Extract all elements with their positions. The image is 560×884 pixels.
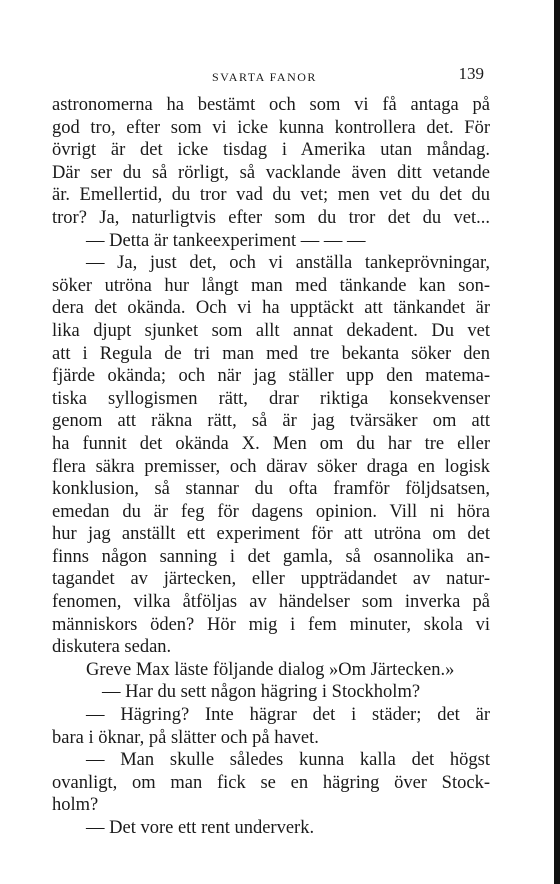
text-line: — Detta är tankeexperiment — — — [86, 230, 366, 251]
text-line: konklusion, så stannar du ofta framför följdsatsen, [52, 479, 490, 500]
text-line: diskutera sedan. [52, 637, 172, 658]
text-line: holm? [52, 795, 99, 816]
text-line: — Det vore ett rent underverk. [86, 818, 315, 838]
text-line: emedan du är feg för dagens opinion. Vill ni höra [52, 501, 490, 522]
text-line: fjärde okända; och när jag ställer upp den matema- [52, 366, 490, 387]
text-line: — Ja, just det, och vi anställa tankeprövningar, [86, 253, 490, 274]
text-line: — Man skulle således kunna kalla det högst [86, 750, 490, 771]
text-line: — Har du sett någon hägring i Stockholm? [102, 682, 421, 703]
text-line: astronomerna ha bestämt och som vi få antaga på [52, 95, 490, 115]
text-line: är. Emellertid, du tror vad du vet; men vet du det du [52, 185, 490, 206]
text-line: ovanligt, om man fick se en hägring över Stock- [52, 772, 490, 793]
text-line: att i Regula de tri man med tre bekanta söker den [52, 343, 490, 364]
text-line: genom att räkna rätt, så är jag tvärsäker om att [52, 411, 490, 432]
text-line: söker utröna hur långt man med tänkande kan son- [52, 275, 490, 296]
text-line: Greve Max läste följande dialog »Om Järtecken.» [86, 659, 455, 680]
text-line: finns någon sanning i det gamla, så osannolika an- [52, 546, 490, 567]
text-line: hur jag anställt ett experiment för att utröna om det [52, 524, 490, 545]
text-line: tiska syllogismen rätt, drar riktiga konsekvenser [52, 388, 490, 409]
text-line: dera det okända. Och vi ha upptäckt att tänkandet är [52, 298, 490, 319]
text-line: tagandet av järtecken, eller uppträdandet av natur- [52, 569, 490, 590]
page-number: 139 [458, 64, 484, 83]
text-line: tror? Ja, naturligtvis efter som du tror det du vet... [52, 207, 490, 228]
text-line: — Hägring? Inte hägrar det i städer; det är [86, 705, 490, 726]
text-line: bara i öknar, på slätter och på havet. [52, 727, 319, 748]
text-line: människors öden? Hör mig i fem minuter, skola vi [52, 614, 490, 635]
text-line: Där ser du så rörligt, så vacklande även ditt vetande [52, 162, 490, 183]
text-line: god tro, efter som vi icke kunna kontrollera det. För [52, 117, 490, 138]
text-line: flera säkra premisser, och därav söker draga en logisk [52, 456, 490, 477]
page-edge [554, 0, 560, 884]
text-line: fenomen, vilka åtföljas av händelser som inverka på [52, 592, 490, 613]
text-line: ha funnit det okända X. Men om du har tre eller [52, 433, 490, 454]
running-title: SVARTA FANOR [212, 70, 317, 84]
text-line: övrigt är det icke tisdag i Amerika utan måndag. [52, 140, 490, 161]
body-text [52, 94, 490, 840]
text-line: lika djupt sjunket som allt annat dekadent. Du vet [52, 320, 490, 341]
page-header [100, 64, 490, 86]
